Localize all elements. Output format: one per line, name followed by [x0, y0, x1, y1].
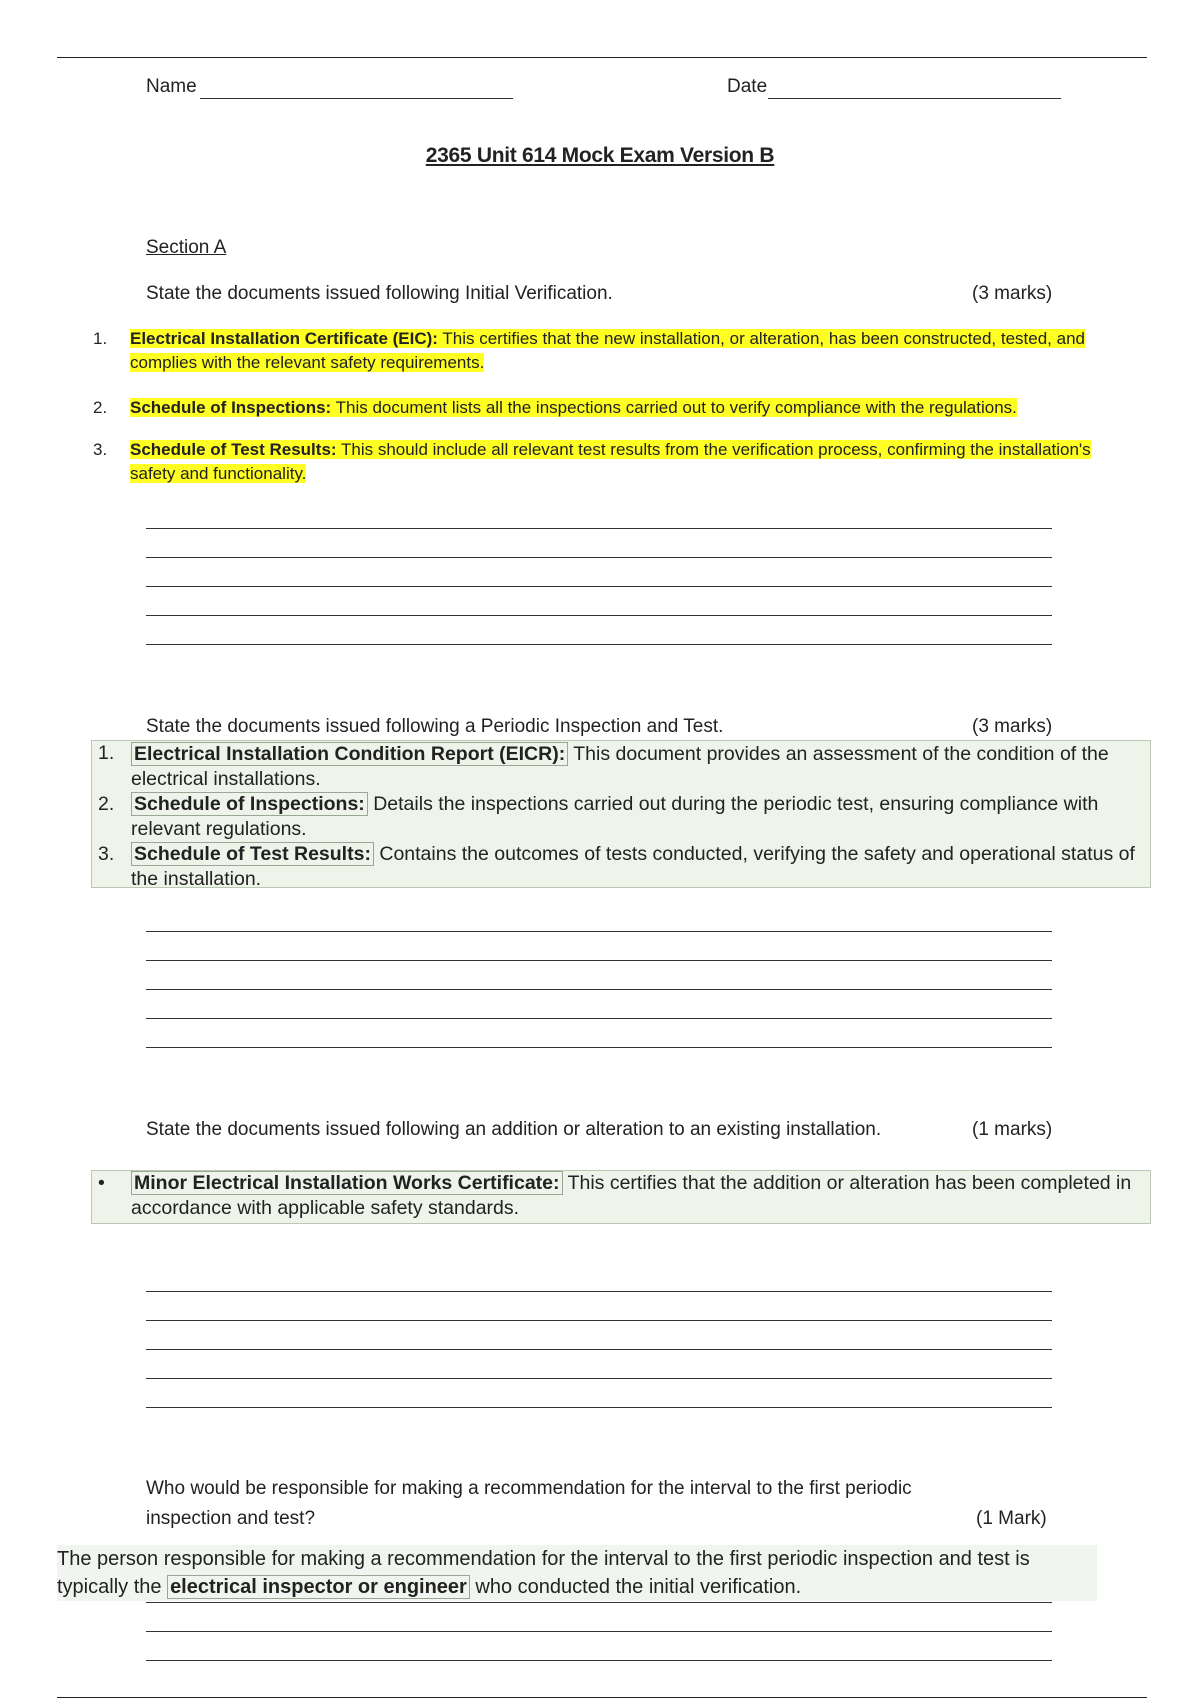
question-4-line-1: Who would be responsible for making a recommendation for the interval to the first periodic: [146, 1478, 912, 1499]
answer-term: Schedule of Test Results:: [131, 842, 374, 866]
question-4-line-2: inspection and test?: [146, 1508, 316, 1529]
answer-text: This certifies that the addition or alteration has been completed in accordance with applicable safety standards.: [131, 1172, 1132, 1219]
date-label: Date: [727, 76, 768, 97]
q2-answer-box: [91, 740, 1151, 888]
answer-term: Schedule of Inspections:: [131, 792, 368, 816]
answer-line[interactable]: [146, 615, 1052, 616]
q1-answer-2: [93, 396, 1133, 420]
answer-term: Electrical Installation Condition Report (EICR):: [131, 742, 568, 766]
answer-line[interactable]: [146, 931, 1052, 932]
answer-line[interactable]: [146, 1407, 1052, 1408]
list-number: 2.: [98, 793, 115, 815]
answer-line[interactable]: [146, 1660, 1052, 1661]
answer-term: Minor Electrical Installation Works Certificate:: [131, 1171, 563, 1195]
answer-text: Details the inspections carried out during the periodic test, ensuring compliance with relevant regulations.: [131, 793, 1099, 840]
q3-answer-box: [91, 1170, 1151, 1224]
answer-term: Electrical Installation Certificate (EIC):: [130, 329, 438, 348]
list-number: 3.: [93, 440, 108, 459]
answer-text: This should include all relevant test results from the verification process, confirming the installation's safety and functionality.: [130, 440, 1091, 483]
list-number: 1.: [98, 742, 115, 764]
section-heading: Section A: [146, 237, 227, 258]
q1-answer-3: [93, 438, 1133, 486]
answer-line[interactable]: [146, 1291, 1052, 1292]
list-number: 2.: [93, 398, 108, 417]
bullet: •: [98, 1172, 105, 1194]
question-3-marks: (1 marks): [972, 1119, 1053, 1140]
q3-answer-1: [92, 1171, 1150, 1221]
question-2: State the documents issued following a Periodic Inspection and Test.: [146, 716, 724, 737]
answer-text-pre: The person responsible for making a recommendation for the interval to the first periodic inspection and test is typically the: [57, 1548, 1030, 1598]
answer-text: This document lists all the inspections carried out to verify compliance with the regulations.: [331, 398, 1017, 417]
question-3: State the documents issued following an addition or alteration to an existing installation.: [146, 1119, 882, 1140]
answer-line[interactable]: [146, 1631, 1052, 1632]
answer-term: Schedule of Test Results:: [130, 440, 337, 459]
answer-line[interactable]: [146, 1018, 1052, 1019]
answer-line[interactable]: [146, 1047, 1052, 1048]
date-field[interactable]: [768, 98, 1061, 99]
question-1: State the documents issued following Initial Verification.: [146, 283, 613, 304]
answer-line[interactable]: [146, 1349, 1052, 1350]
name-label: Name: [146, 76, 197, 97]
answer-line[interactable]: [146, 960, 1052, 961]
q1-answer-1: [93, 327, 1133, 375]
answer-line[interactable]: [146, 586, 1052, 587]
list-number: 3.: [98, 843, 115, 865]
question-4-marks: (1 Mark): [976, 1508, 1047, 1529]
answer-line[interactable]: [146, 1320, 1052, 1321]
answer-line[interactable]: [146, 644, 1052, 645]
answer-text: This document provides an assessment of the condition of the electrical installations.: [131, 743, 1109, 790]
bottom-rule: [57, 1697, 1147, 1698]
top-rule: [57, 57, 1147, 58]
answer-line[interactable]: [146, 989, 1052, 990]
exam-title: 2365 Unit 614 Mock Exam Version B: [425, 144, 775, 167]
answer-line[interactable]: [146, 1378, 1052, 1379]
list-number: 1.: [93, 329, 108, 348]
question-1-marks: (3 marks): [972, 283, 1053, 304]
name-field[interactable]: [200, 98, 513, 99]
answer-line[interactable]: [146, 557, 1052, 558]
q4-answer: [57, 1545, 1097, 1601]
answer-line[interactable]: [146, 1602, 1052, 1603]
q2-answer-3: [92, 842, 1150, 892]
q2-answer-1: [92, 741, 1150, 792]
answer-term: electrical inspector or engineer: [167, 1575, 470, 1599]
answer-text-post: who conducted the initial verification.: [469, 1576, 802, 1598]
q2-answer-2: [92, 792, 1150, 842]
answer-line[interactable]: [146, 528, 1052, 529]
answer-text: Contains the outcomes of tests conducted, verifying the safety and operational status of the installation.: [131, 843, 1135, 890]
question-2-marks: (3 marks): [972, 716, 1053, 737]
answer-text: This certifies that the new installation, or alteration, has been constructed, tested, and complies with the relevant safety requirements.: [130, 329, 1085, 372]
answer-term: Schedule of Inspections:: [130, 398, 332, 417]
